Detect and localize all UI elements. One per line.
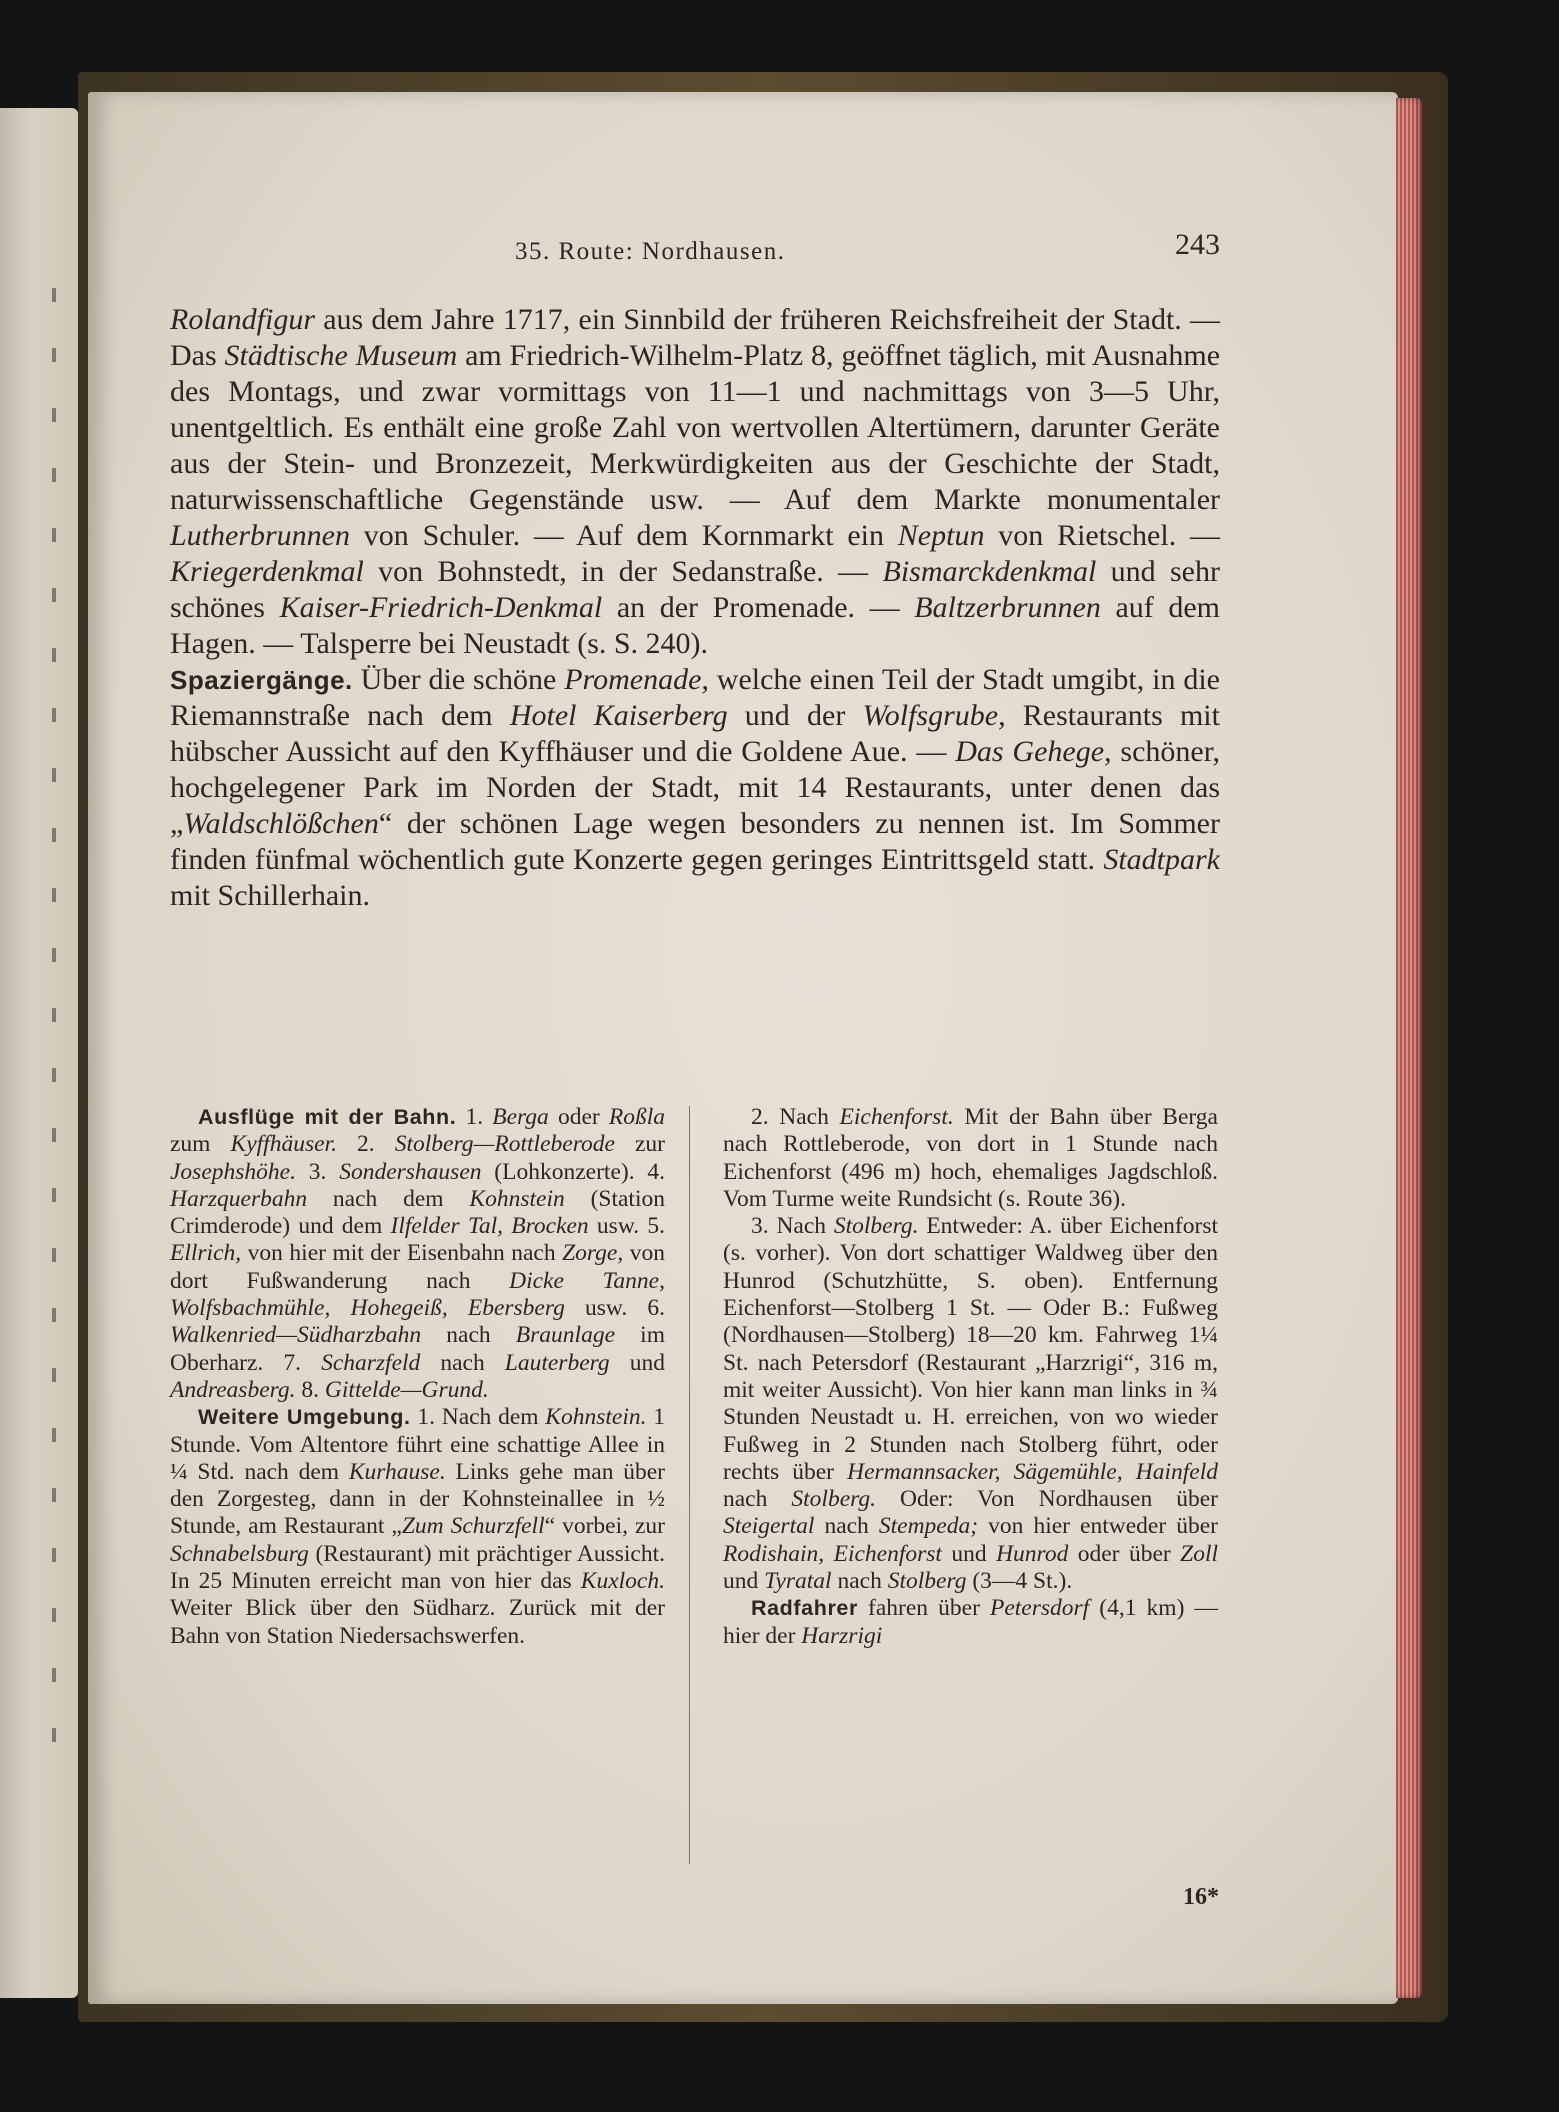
left-page-edge: [0, 108, 78, 1998]
column-divider: [689, 1106, 690, 1864]
paragraph-spaziergaenge: Spaziergänge. Über die schöne Promenade, welche einen Teil der Stadt umgibt, in die Riemannstraße nach dem Hotel Kaiserberg und der Wolfsgrube, Restaurants mit hübscher Aussicht auf den Kyffhäuser und die Goldene Aue. — Das Gehege, schöner, hochgelegener Park im Norden der Stadt, mit 14 Restaurants, unter denen das „Waldschlößchen“ der schönen Lage wegen besonders zu nennen ist. Im Sommer finden fünfmal wöchentlich gute Konzerte gegen geringes Eintrittsgeld statt. Stadtpark mit Schillerhain.: [170, 663, 1220, 912]
binding-marks: [52, 288, 56, 1788]
section-heading: Radfahrer: [751, 1596, 858, 1621]
section-heading: Spaziergänge.: [170, 665, 353, 695]
page-fore-edge: [1396, 98, 1422, 1998]
paragraph-radfahrer: Radfahrer fahren über Petersdorf (4,1 km) — hier der Harzrigi: [723, 1595, 1218, 1649]
right-column: [723, 1104, 1218, 1650]
paragraph-ausfluege: Ausflüge mit der Bahn. 1. Berga oder Roßla zum Kyffhäuser. 2. Stolberg—Rottleberode zur Josephshöhe. 3. Sondershausen (Lohkonzerte). 4. Harzquerbahn nach dem Kohnstein (Station Crimderode) und dem Ilfelder Tal, Brocken usw. 5. Ellrich, von hier mit der Eisenbahn nach Zorge, von dort Fußwanderung nach Dicke Tanne, Wolfsbachmühle, Hohegeiß, Ebersberg usw. 6. Walkenried—Südharzbahn nach Braunlage im Oberharz. 7. Scharzfeld nach Lauterberg und Andreasberg. 8. Gittelde—Grund.: [170, 1104, 666, 1403]
section-heading: Weitere Umgebung.: [198, 1405, 411, 1430]
left-column: [170, 1104, 665, 1650]
paragraph-stolberg: 3. Nach Stolberg. Entweder: A. über Eichenforst (s. vorher). Von dort schattiger Waldweg über den Hunrod (Schutzhütte, S. oben). Entfernung Eichenforst—Stolberg 1 St. — Oder B.: Fußweg (Nordhausen—Stolberg) 18—20 km. Fahrweg 1¼ St. nach Petersdorf (Restaurant „Harzrigi“, 316 m, mit weiter Aussicht). Von hier kann man links in ¾ Stunden Neustadt u. H. erreichen, von wo wieder Fußweg in 2 Stunden nach Stolberg führt, oder rechts über Hermannsacker, Sägemühle, Hainfeld nach Stolberg. Oder: Von Nordhausen über Steigertal nach Stempeda; von hier entweder über Rodishain, Eichenforst und Hunrod oder über Zoll und Tyratal nach Stolberg (3—4 St.).: [723, 1213, 1219, 1595]
page-number: 243: [1175, 228, 1220, 261]
running-head: 35. Route: Nordhausen.: [515, 238, 786, 265]
page-header: [170, 228, 1220, 268]
section-heading: Ausflüge mit der Bahn.: [198, 1105, 457, 1129]
sheet-signature: 16*: [1183, 1884, 1219, 1910]
paragraph-museum: Rolandfigur aus dem Jahre 1717, ein Sinnbild der früheren Reichsfreiheit der Stadt. — Das Städtische Museum am Friedrich-Wilhelm-Platz 8, geöffnet täglich, mit Ausnahme des Montags, und zwar vormittags von 11—1 und nachmittags von 3—5 Uhr, unentgeltlich. Es enthält eine große Zahl von wertvollen Altertümern, darunter Geräte aus der Stein- und Bronzezeit, Merkwürdigkeiten aus der Geschichte der Stadt, naturwissenschaftliche Gegenstände usw. — Auf dem Markte monumentaler Lutherbrunnen von Schuler. — Auf dem Kornmarkt ein Neptun von Rietschel. — Kriegerdenkmal von Bohnstedt, in der Sedanstraße. — Bismarckdenkmal und sehr schönes Kaiser-Friedrich-Denkmal an der Promenade. — Baltzerbrunnen auf dem Hagen. — Talsperre bei Neustadt (s. S. 240).: [170, 303, 1221, 660]
paragraph-eichenforst: 2. Nach Eichenforst. Mit der Bahn über Berga nach Rottleberode, von dort in 1 Stunde nach Eichenforst (496 m) hoch, ehemaliges Jagdschloß. Vom Turme weite Rundsicht (s. Route 36).: [723, 1104, 1218, 1212]
paragraph-weitere-umgebung: Weitere Umgebung. 1. Nach dem Kohnstein. 1 Stunde. Vom Altentore führt eine schattige Allee in ¼ Std. nach dem Kurhause. Links gehe man über den Zorgesteg, dann in der Kohnsteinallee in ½ Stunde, am Restaurant „Zum Schurzfell“ vorbei, zur Schnabelsburg (Restaurant) mit prächtiger Aussicht. In 25 Minuten erreicht man von hier das Kuxloch. Weiter Blick über den Südharz. Zurück mit der Bahn von Station Niedersachswerfen.: [170, 1404, 666, 1649]
main-text: [170, 302, 1220, 914]
